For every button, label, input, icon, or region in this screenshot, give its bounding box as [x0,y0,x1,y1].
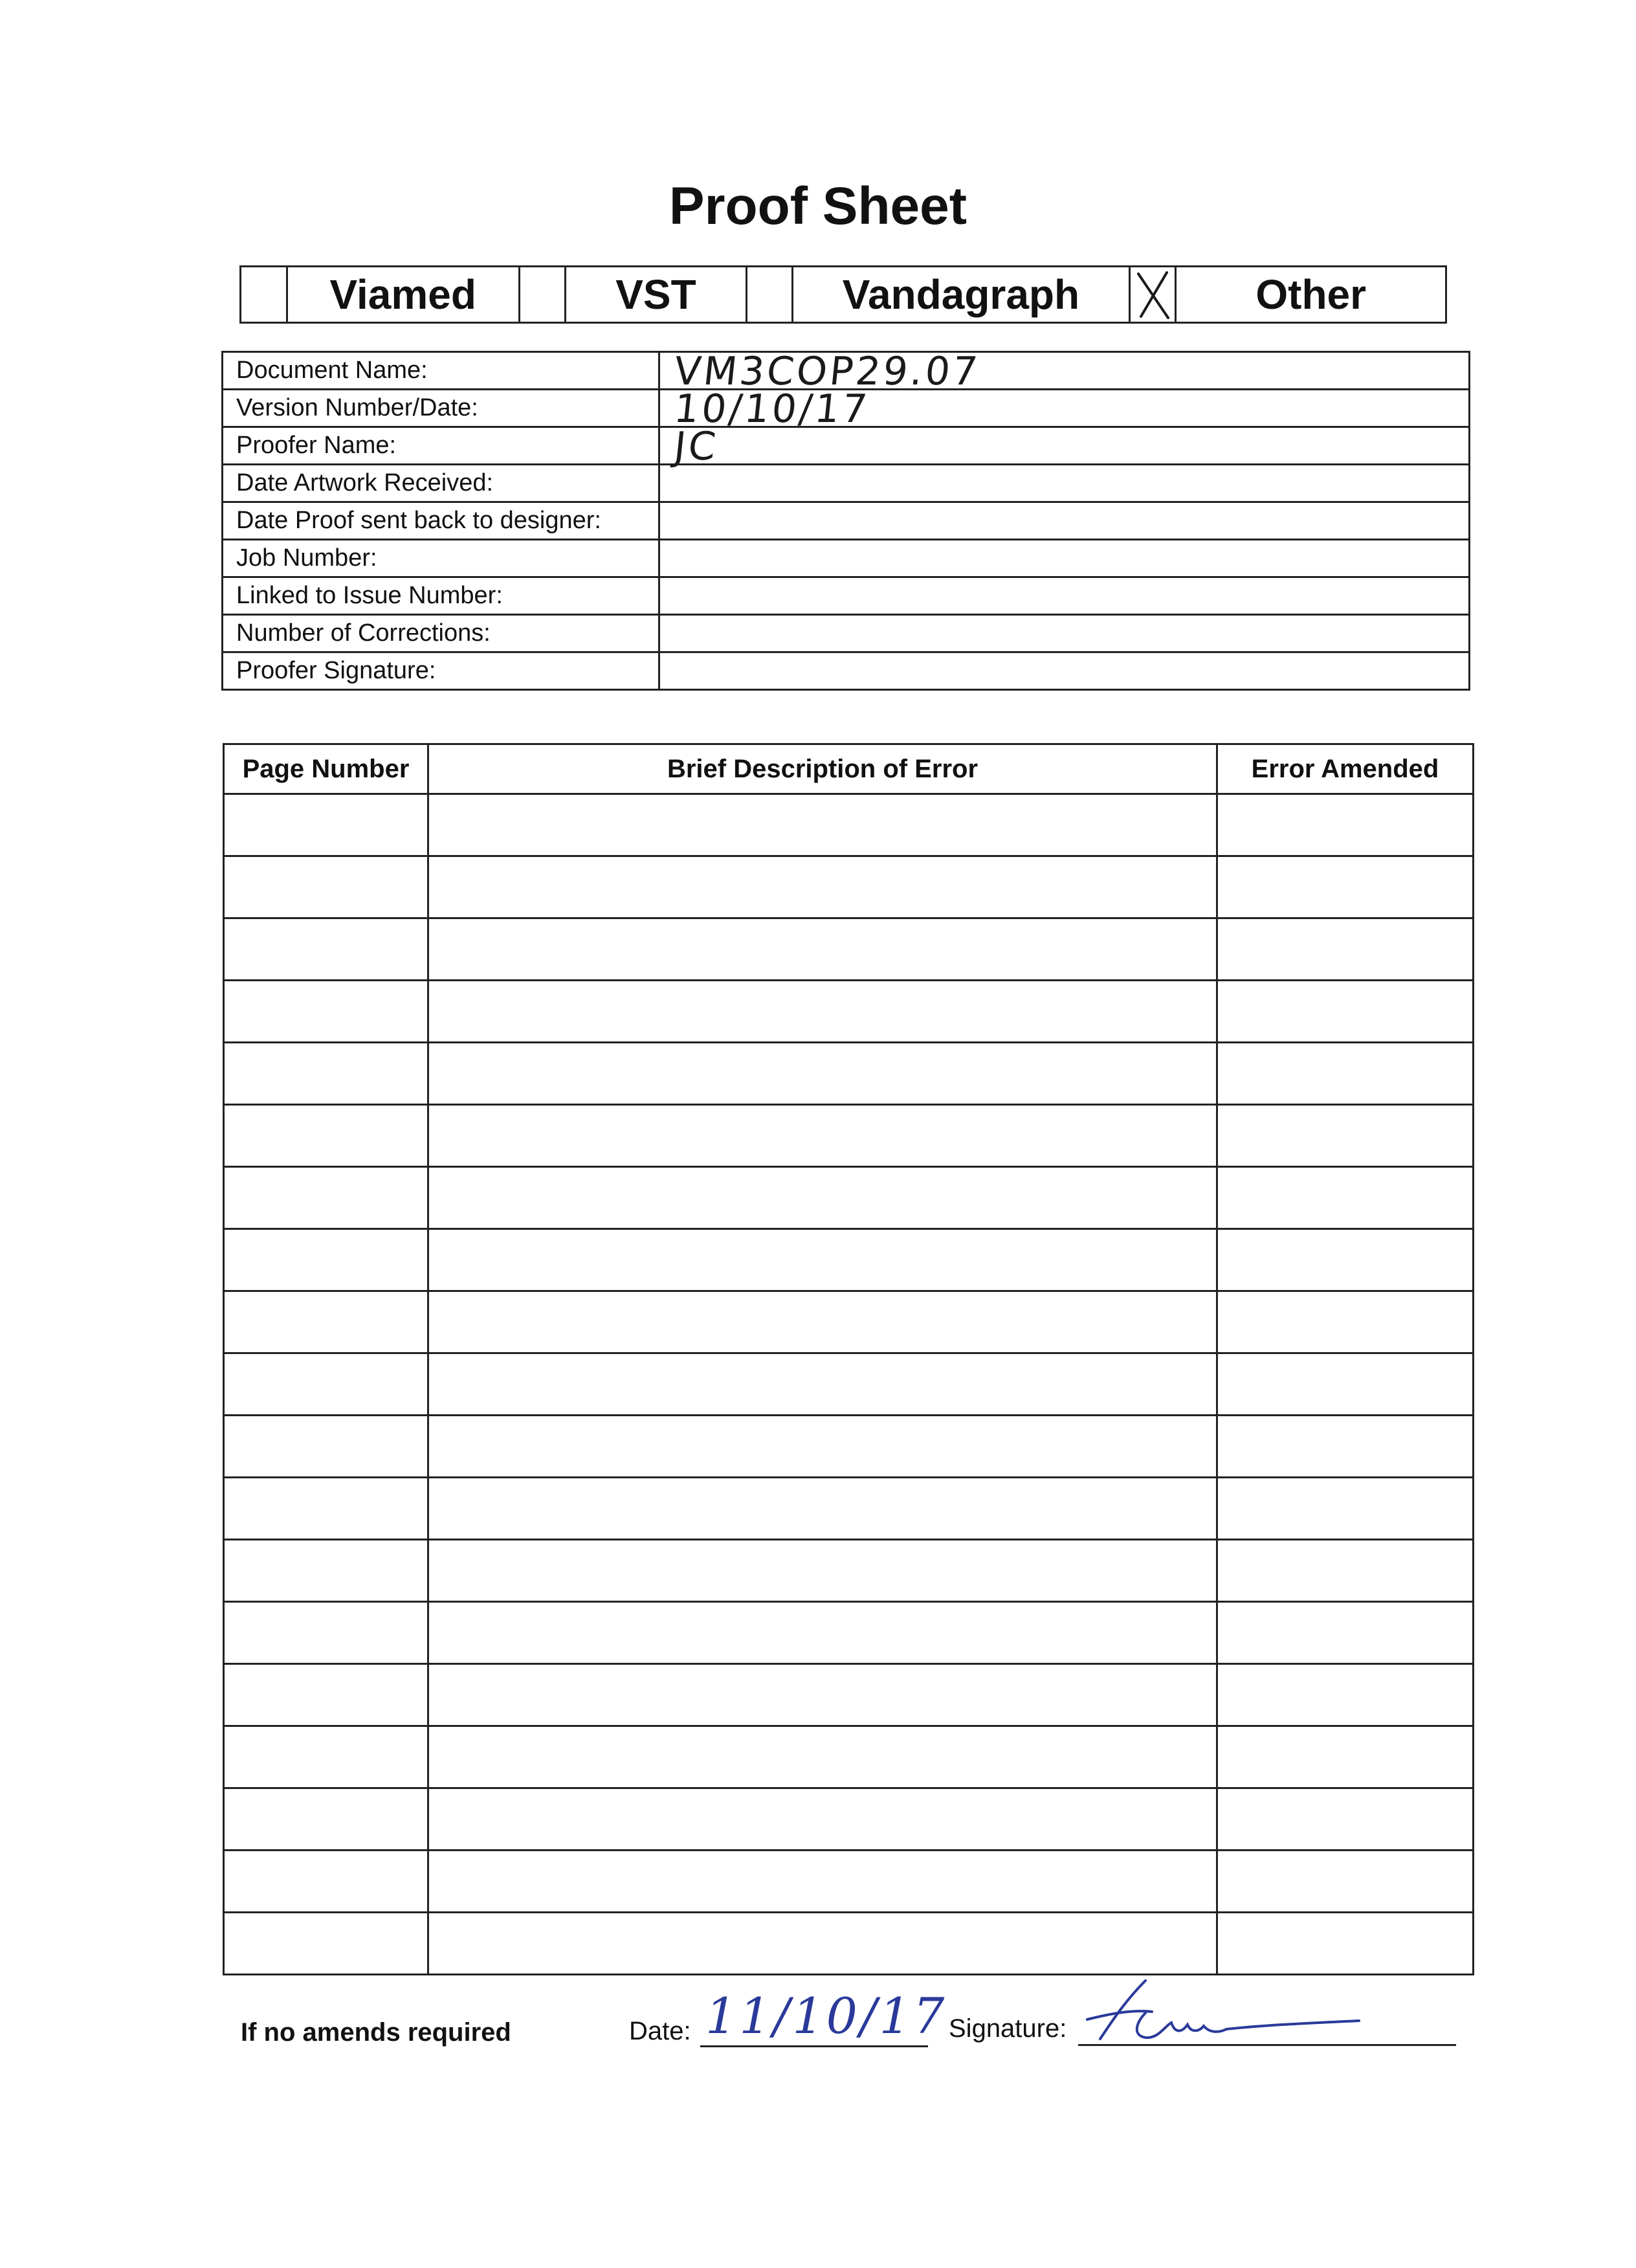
amended-cell[interactable] [1217,1726,1474,1788]
table-row [224,1043,1474,1105]
handwritten-signature[interactable] [1074,1974,1372,2052]
table-row [224,1416,1474,1478]
info-label: Date Proof sent back to designer: [223,502,659,540]
checkbox-viamed[interactable] [241,267,288,322]
amended-cell[interactable] [1217,918,1474,981]
info-row [223,615,1470,652]
amended-cell[interactable] [1217,981,1474,1043]
description-cell[interactable] [428,1229,1217,1291]
page-number-cell[interactable] [224,794,428,856]
page-number-cell[interactable] [224,918,428,981]
table-row [224,1291,1474,1353]
info-value-cell[interactable] [659,502,1470,540]
x-mark-icon [1134,270,1172,320]
amended-cell[interactable] [1217,1788,1474,1851]
table-row [224,918,1474,981]
description-cell[interactable] [428,1043,1217,1105]
amended-cell[interactable] [1217,1851,1474,1913]
page-number-cell[interactable] [224,1167,428,1229]
description-cell[interactable] [428,1664,1217,1726]
table-row [224,1726,1474,1788]
description-cell[interactable] [428,1913,1217,1975]
page-number-cell[interactable] [224,1851,428,1913]
amended-cell[interactable] [1217,1913,1474,1975]
info-label: Document Name: [223,352,659,390]
amended-cell[interactable] [1217,1105,1474,1167]
info-label: Number of Corrections: [223,615,659,652]
description-cell[interactable] [428,1291,1217,1353]
page-number-cell[interactable] [224,1353,428,1416]
page-number-cell[interactable] [224,1478,428,1540]
info-label: Job Number: [223,540,659,577]
page-number-cell[interactable] [224,1043,428,1105]
amended-cell[interactable] [1217,1043,1474,1105]
description-cell[interactable] [428,1353,1217,1416]
info-row [223,502,1470,540]
description-cell[interactable] [428,1167,1217,1229]
page-title: Proof Sheet [669,177,967,236]
info-value: JC [672,424,721,469]
info-value-cell[interactable] [659,349,1470,394]
info-value-cell[interactable] [659,540,1470,577]
info-row [223,540,1470,577]
amended-cell[interactable] [1217,1353,1474,1416]
page-number-cell[interactable] [224,1291,428,1353]
page-number-cell[interactable] [224,856,428,918]
info-value-cell[interactable] [659,577,1470,615]
info-label: Date Artwork Received: [223,465,659,502]
info-value: 10/10/17 [672,386,872,432]
document-info-table [221,351,1470,691]
table-row [224,794,1474,856]
page-number-cell[interactable] [224,1788,428,1851]
table-row [224,1851,1474,1913]
table-row [224,1788,1474,1851]
amended-cell[interactable] [1217,1478,1474,1540]
description-cell[interactable] [428,1540,1217,1602]
info-row [223,652,1470,690]
table-row [224,856,1474,918]
amended-cell[interactable] [1217,1291,1474,1353]
info-label: Proofer Signature: [223,652,659,690]
page-number-cell[interactable] [224,1913,428,1975]
description-cell[interactable] [428,918,1217,981]
no-amends-note: If no amends required [241,2018,511,2047]
amended-cell[interactable] [1217,794,1474,856]
info-label: Proofer Name: [223,427,659,465]
description-cell[interactable] [428,856,1217,918]
amended-cell[interactable] [1217,1229,1474,1291]
info-label: Linked to Issue Number: [223,577,659,615]
signature-label: Signature: [949,2014,1067,2043]
info-value-cell[interactable] [659,386,1470,432]
description-cell[interactable] [428,1788,1217,1851]
info-row [223,352,1470,390]
page-number-cell[interactable] [224,1416,428,1478]
amended-cell[interactable] [1217,856,1474,918]
table-row [224,1540,1474,1602]
info-value-cell[interactable] [659,615,1470,652]
date-value[interactable]: 11/10/17 [705,1987,947,2045]
error-table-header [224,744,1474,794]
amended-cell[interactable] [1217,1416,1474,1478]
category-label-vandagraph: Vandagraph [793,267,1130,322]
table-row [224,1105,1474,1167]
description-cell[interactable] [428,1851,1217,1913]
page-number-cell[interactable] [224,1105,428,1167]
error-table [223,743,1474,1975]
checkbox-vst[interactable] [520,267,567,322]
table-row [224,1664,1474,1726]
info-row [223,577,1470,615]
table-row [224,1478,1474,1540]
info-value-cell[interactable] [659,424,1470,469]
info-value-cell[interactable] [659,652,1470,690]
date-line [700,2045,928,2047]
table-row [224,981,1474,1043]
amended-cell[interactable] [1217,1167,1474,1229]
page-number-cell[interactable] [224,1602,428,1664]
page-number-cell[interactable] [224,1229,428,1291]
description-cell[interactable] [428,794,1217,856]
page-number-cell[interactable] [224,1540,428,1602]
info-label: Version Number/Date: [223,390,659,427]
amended-cell[interactable] [1217,1602,1474,1664]
info-row [223,390,1470,427]
checkbox-vandagraph[interactable] [747,267,794,322]
info-value: VM3COP29.07 [672,349,982,394]
page-number-cell[interactable] [224,1726,428,1788]
checkbox-other[interactable] [1131,267,1177,322]
table-row [224,1167,1474,1229]
date-label: Date: [629,2017,691,2045]
category-label-viamed: Viamed [288,267,520,322]
table-row [224,1229,1474,1291]
category-strip [239,265,1447,324]
category-label-other: Other [1255,271,1367,318]
table-row [224,1353,1474,1416]
description-cell[interactable] [428,1105,1217,1167]
description-cell[interactable] [428,981,1217,1043]
amended-cell[interactable] [1217,1664,1474,1726]
description-cell[interactable] [428,1478,1217,1540]
header-error-amended: Error Amended [1217,744,1474,794]
info-row [223,465,1470,502]
description-cell[interactable] [428,1726,1217,1788]
header-brief-description: Brief Description of Error [428,744,1217,794]
info-value-cell[interactable] [659,465,1470,502]
table-row [224,1602,1474,1664]
page-number-cell[interactable] [224,981,428,1043]
category-label-vst: VST [566,267,747,322]
page-number-cell[interactable] [224,1664,428,1726]
description-cell[interactable] [428,1602,1217,1664]
header-page-number: Page Number [224,744,428,794]
table-row [224,1913,1474,1975]
description-cell[interactable] [428,1416,1217,1478]
amended-cell[interactable] [1217,1540,1474,1602]
info-row [223,427,1470,465]
